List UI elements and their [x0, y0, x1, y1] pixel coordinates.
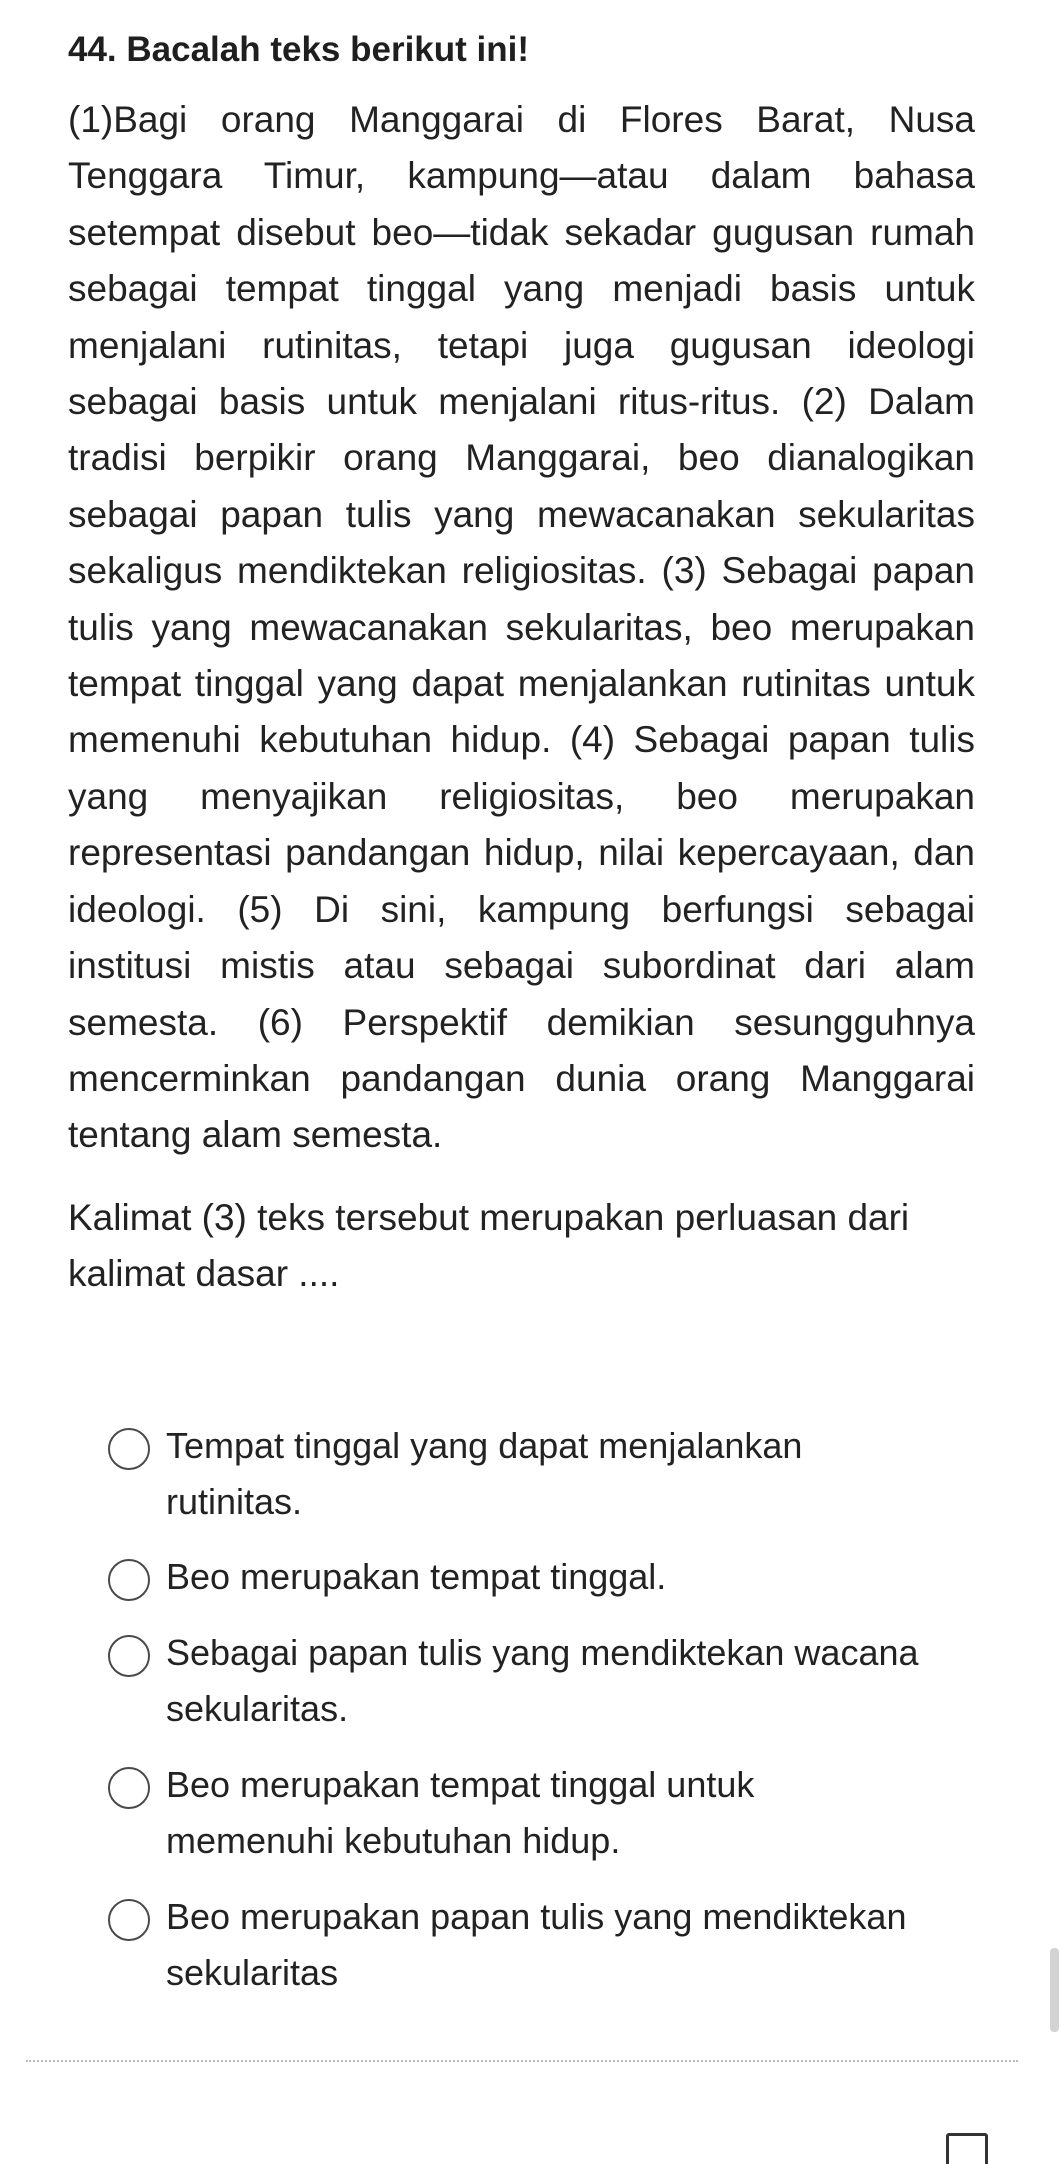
answer-option-4[interactable]	[108, 1757, 988, 1869]
answer-option-1[interactable]	[108, 1418, 988, 1530]
checkbox[interactable]	[946, 2133, 988, 2164]
radio-button[interactable]	[108, 1428, 150, 1470]
answer-option-5[interactable]	[108, 1889, 988, 2001]
section-divider	[26, 2060, 1018, 2062]
question-title: 44. Bacalah teks berikut ini!	[68, 30, 530, 69]
radio-button[interactable]	[108, 1635, 150, 1677]
answer-option-label[interactable]: Beo merupakan tempat tinggal.	[166, 1556, 667, 1597]
answer-options	[108, 1418, 988, 2021]
answer-option-label[interactable]: Tempat tinggal yang dapat menjalankan rutinitas.	[166, 1425, 803, 1522]
answer-option-label[interactable]: Beo merupakan papan tulis yang mendiktekan sekularitas	[166, 1896, 907, 1993]
question-block	[68, 22, 975, 1302]
radio-button[interactable]	[108, 1767, 150, 1809]
radio-button[interactable]	[108, 1899, 150, 1941]
question-prompt: Kalimat (3) teks tersebut merupakan perluasan dari kalimat dasar ....	[68, 1196, 910, 1294]
reading-passage: (1)Bagi orang Manggarai di Flores Barat, Nusa Tenggara Timur, kampung—atau dalam bahasa setempat disebut beo—tidak sekadar gugusan rumah sebagai tempat tinggal yang menjadi basis untuk menjalani rutinitas, tetapi juga gugusan ideologi sebagai basis untuk menjalani ritus-ritus. (2) Dalam tradisi berpikir orang Manggarai, beo dianalogikan sebagai papan tulis yang mewacanakan sekularitas sekaligus mendiktekan religiositas. (3) Sebagai papan tulis yang mewacanakan sekularitas, beo merupakan tempat tinggal yang dapat menjalankan rutinitas untuk memenuhi kebutuhan hidup. (4) Sebagai papan tulis yang menyajikan religiositas, beo merupakan representasi pandangan hidup, nilai kepercayaan, dan ideologi. (5) Di sini, kampung berfungsi sebagai institusi mistis atau sebagai subordinat dari alam semesta. (6) Perspektif demikian sesungguhnya mencerminkan pandangan dunia orang Manggarai tentang alam semesta.	[68, 99, 975, 1156]
radio-button[interactable]	[108, 1559, 150, 1601]
answer-option-label[interactable]: Sebagai papan tulis yang mendiktekan wacana sekularitas.	[166, 1632, 919, 1729]
answer-option-label[interactable]: Beo merupakan tempat tinggal untuk memenuhi kebutuhan hidup.	[166, 1764, 755, 1861]
scrollbar-thumb[interactable]	[1050, 1948, 1059, 2032]
answer-option-3[interactable]	[108, 1625, 988, 1737]
answer-option-2[interactable]	[108, 1549, 988, 1605]
